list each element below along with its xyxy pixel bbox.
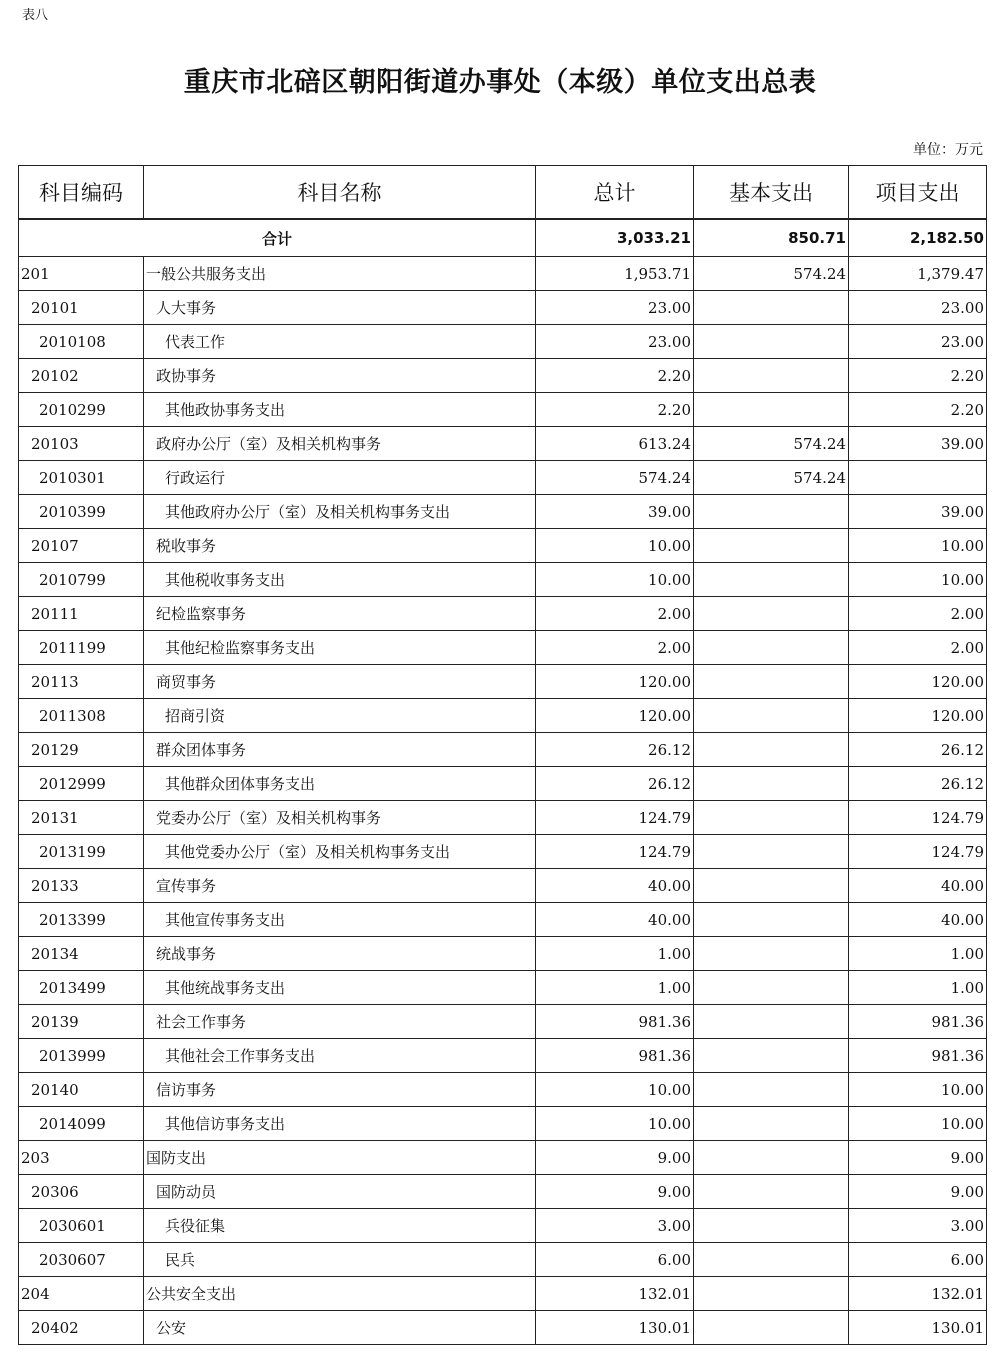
- row-total: 2.20: [536, 393, 694, 427]
- row-name: 其他统战事务支出: [144, 971, 536, 1005]
- row-total: 574.24: [536, 461, 694, 495]
- row-basic: 574.24: [694, 257, 849, 291]
- row-name: 行政运行: [144, 461, 536, 495]
- row-code: 2013999: [19, 1039, 144, 1073]
- row-total: 10.00: [536, 1073, 694, 1107]
- row-code: 2012999: [19, 767, 144, 801]
- row-name: 人大事务: [144, 291, 536, 325]
- row-basic: [694, 1073, 849, 1107]
- row-project: 2.20: [849, 393, 987, 427]
- row-basic: [694, 1141, 849, 1175]
- row-code: 2030601: [19, 1209, 144, 1243]
- row-project: 10.00: [849, 563, 987, 597]
- page-title: 重庆市北碚区朝阳街道办事处（本级）单位支出总表: [183, 67, 817, 98]
- row-basic: [694, 495, 849, 529]
- row-name: 其他信访事务支出: [144, 1107, 536, 1141]
- row-total: 2.20: [536, 359, 694, 393]
- row-name: 民兵: [144, 1243, 536, 1277]
- row-name: 政府办公厅（室）及相关机构事务: [144, 427, 536, 461]
- table-row: [19, 563, 987, 597]
- total-sum: 3,033.21: [536, 219, 694, 257]
- row-code: 2013399: [19, 903, 144, 937]
- table-row: [19, 597, 987, 631]
- row-basic: [694, 971, 849, 1005]
- row-name: 其他政府办公厅（室）及相关机构事务支出: [144, 495, 536, 529]
- row-basic: [694, 665, 849, 699]
- row-total: 1.00: [536, 971, 694, 1005]
- header-code: 科目编码: [19, 166, 144, 220]
- row-code: 20140: [19, 1073, 144, 1107]
- row-basic: [694, 291, 849, 325]
- row-code: 20101: [19, 291, 144, 325]
- row-name: 社会工作事务: [144, 1005, 536, 1039]
- table-number: 表八: [22, 8, 49, 23]
- row-total: 132.01: [536, 1277, 694, 1311]
- row-total: 23.00: [536, 325, 694, 359]
- row-total: 9.00: [536, 1175, 694, 1209]
- row-basic: [694, 393, 849, 427]
- table-row: [19, 869, 987, 903]
- row-name: 其他税收事务支出: [144, 563, 536, 597]
- row-project: 981.36: [849, 1039, 987, 1073]
- table-row: [19, 971, 987, 1005]
- row-basic: [694, 903, 849, 937]
- row-project: 23.00: [849, 325, 987, 359]
- header-total: 总计: [536, 166, 694, 220]
- table-row: [19, 767, 987, 801]
- row-code: 2010399: [19, 495, 144, 529]
- row-code: 2014099: [19, 1107, 144, 1141]
- row-total: 613.24: [536, 427, 694, 461]
- row-project: 3.00: [849, 1209, 987, 1243]
- row-project: [849, 461, 987, 495]
- row-project: 39.00: [849, 495, 987, 529]
- row-code: 2010108: [19, 325, 144, 359]
- row-code: 2011308: [19, 699, 144, 733]
- table-row: [19, 257, 987, 291]
- row-basic: [694, 1039, 849, 1073]
- row-basic: [694, 1311, 849, 1345]
- row-total: 40.00: [536, 869, 694, 903]
- row-code: 20134: [19, 937, 144, 971]
- row-code: 20103: [19, 427, 144, 461]
- row-basic: [694, 1005, 849, 1039]
- row-project: 10.00: [849, 1073, 987, 1107]
- row-name: 群众团体事务: [144, 733, 536, 767]
- row-basic: [694, 631, 849, 665]
- row-project: 981.36: [849, 1005, 987, 1039]
- row-project: 2.00: [849, 597, 987, 631]
- row-basic: [694, 1175, 849, 1209]
- row-total: 981.36: [536, 1005, 694, 1039]
- row-name: 兵役征集: [144, 1209, 536, 1243]
- row-code: 20111: [19, 597, 144, 631]
- header-project: 项目支出: [849, 166, 987, 220]
- row-project: 9.00: [849, 1175, 987, 1209]
- row-project: 10.00: [849, 1107, 987, 1141]
- row-basic: [694, 1277, 849, 1311]
- row-project: 120.00: [849, 665, 987, 699]
- row-name: 信访事务: [144, 1073, 536, 1107]
- table-row: [19, 1141, 987, 1175]
- row-basic: [694, 801, 849, 835]
- row-code: 20131: [19, 801, 144, 835]
- row-total: 6.00: [536, 1243, 694, 1277]
- row-code: 2013499: [19, 971, 144, 1005]
- row-project: 2.00: [849, 631, 987, 665]
- row-total: 124.79: [536, 801, 694, 835]
- row-project: 10.00: [849, 529, 987, 563]
- total-basic: 850.71: [694, 219, 849, 257]
- row-total: 39.00: [536, 495, 694, 529]
- row-code: 203: [19, 1141, 144, 1175]
- table-row: [19, 1175, 987, 1209]
- row-code: 20139: [19, 1005, 144, 1039]
- row-basic: [694, 529, 849, 563]
- row-project: 23.00: [849, 291, 987, 325]
- row-code: 20129: [19, 733, 144, 767]
- header-name: 科目名称: [144, 166, 536, 220]
- row-total: 26.12: [536, 733, 694, 767]
- row-total: 10.00: [536, 1107, 694, 1141]
- row-basic: [694, 563, 849, 597]
- row-total: 2.00: [536, 597, 694, 631]
- row-basic: [694, 699, 849, 733]
- row-name: 政协事务: [144, 359, 536, 393]
- header-basic: 基本支出: [694, 166, 849, 220]
- row-name: 其他纪检监察事务支出: [144, 631, 536, 665]
- row-project: 26.12: [849, 767, 987, 801]
- row-name: 宣传事务: [144, 869, 536, 903]
- row-project: 124.79: [849, 801, 987, 835]
- row-name: 其他党委办公厅（室）及相关机构事务支出: [144, 835, 536, 869]
- row-total: 120.00: [536, 699, 694, 733]
- row-name: 税收事务: [144, 529, 536, 563]
- table-row: [19, 1277, 987, 1311]
- row-project: 40.00: [849, 869, 987, 903]
- row-name: 国防动员: [144, 1175, 536, 1209]
- row-basic: [694, 937, 849, 971]
- row-project: 6.00: [849, 1243, 987, 1277]
- table-row: [19, 393, 987, 427]
- row-total: 1.00: [536, 937, 694, 971]
- row-total: 120.00: [536, 665, 694, 699]
- row-code: 2010301: [19, 461, 144, 495]
- row-basic: [694, 869, 849, 903]
- table-row: [19, 359, 987, 393]
- row-total: 9.00: [536, 1141, 694, 1175]
- row-total: 2.00: [536, 631, 694, 665]
- table-row: [19, 427, 987, 461]
- row-name: 一般公共服务支出: [144, 257, 536, 291]
- table-row: [19, 1107, 987, 1141]
- row-name: 其他社会工作事务支出: [144, 1039, 536, 1073]
- row-name: 其他宣传事务支出: [144, 903, 536, 937]
- row-basic: [694, 1107, 849, 1141]
- table-row: [19, 529, 987, 563]
- row-code: 20102: [19, 359, 144, 393]
- row-project: 9.00: [849, 1141, 987, 1175]
- row-total: 23.00: [536, 291, 694, 325]
- table-row: [19, 699, 987, 733]
- table-row: [19, 291, 987, 325]
- row-code: 20113: [19, 665, 144, 699]
- row-code: 2011199: [19, 631, 144, 665]
- row-name: 招商引资: [144, 699, 536, 733]
- row-name: 纪检监察事务: [144, 597, 536, 631]
- row-project: 40.00: [849, 903, 987, 937]
- total-project: 2,182.50: [849, 219, 987, 257]
- row-name: 党委办公厅（室）及相关机构事务: [144, 801, 536, 835]
- row-project: 26.12: [849, 733, 987, 767]
- row-basic: [694, 733, 849, 767]
- expenditure-table: [18, 165, 987, 1345]
- row-total: 26.12: [536, 767, 694, 801]
- row-total: 10.00: [536, 563, 694, 597]
- row-total: 40.00: [536, 903, 694, 937]
- table-row: [19, 495, 987, 529]
- row-project: 1,379.47: [849, 257, 987, 291]
- row-code: 2013199: [19, 835, 144, 869]
- row-name: 统战事务: [144, 937, 536, 971]
- row-basic: [694, 767, 849, 801]
- row-basic: [694, 359, 849, 393]
- table-row: [19, 903, 987, 937]
- row-code: 20402: [19, 1311, 144, 1345]
- row-code: 2010299: [19, 393, 144, 427]
- row-name: 代表工作: [144, 325, 536, 359]
- row-project: 132.01: [849, 1277, 987, 1311]
- row-basic: [694, 597, 849, 631]
- row-project: 39.00: [849, 427, 987, 461]
- row-code: 201: [19, 257, 144, 291]
- table-row: [19, 631, 987, 665]
- row-name: 公共安全支出: [144, 1277, 536, 1311]
- total-label: 合计: [19, 219, 536, 257]
- total-row: [19, 219, 987, 257]
- row-basic: [694, 835, 849, 869]
- row-basic: [694, 1243, 849, 1277]
- row-total: 130.01: [536, 1311, 694, 1345]
- row-total: 124.79: [536, 835, 694, 869]
- row-name: 商贸事务: [144, 665, 536, 699]
- table-row: [19, 1073, 987, 1107]
- row-code: 2010799: [19, 563, 144, 597]
- row-name: 国防支出: [144, 1141, 536, 1175]
- row-total: 10.00: [536, 529, 694, 563]
- table-row: [19, 1005, 987, 1039]
- row-project: 130.01: [849, 1311, 987, 1345]
- row-code: 2030607: [19, 1243, 144, 1277]
- row-basic: 574.24: [694, 427, 849, 461]
- table-row: [19, 1039, 987, 1073]
- table-row: [19, 801, 987, 835]
- row-basic: [694, 325, 849, 359]
- row-total: 3.00: [536, 1209, 694, 1243]
- table-row: [19, 937, 987, 971]
- table-row: [19, 835, 987, 869]
- unit-label: 单位：万元: [913, 142, 983, 158]
- row-total: 1,953.71: [536, 257, 694, 291]
- row-basic: 574.24: [694, 461, 849, 495]
- table-row: [19, 733, 987, 767]
- table-row: [19, 1209, 987, 1243]
- row-project: 120.00: [849, 699, 987, 733]
- row-code: 20306: [19, 1175, 144, 1209]
- row-name: 其他政协事务支出: [144, 393, 536, 427]
- table-row: [19, 325, 987, 359]
- row-project: 2.20: [849, 359, 987, 393]
- row-name: 其他群众团体事务支出: [144, 767, 536, 801]
- row-code: 20107: [19, 529, 144, 563]
- table-row: [19, 1311, 987, 1345]
- row-basic: [694, 1209, 849, 1243]
- table-row: [19, 461, 987, 495]
- row-name: 公安: [144, 1311, 536, 1345]
- row-code: 20133: [19, 869, 144, 903]
- row-project: 1.00: [849, 971, 987, 1005]
- row-project: 1.00: [849, 937, 987, 971]
- table-row: [19, 665, 987, 699]
- table-row: [19, 1243, 987, 1277]
- row-total: 981.36: [536, 1039, 694, 1073]
- header-row: [19, 166, 987, 220]
- row-project: 124.79: [849, 835, 987, 869]
- row-code: 204: [19, 1277, 144, 1311]
